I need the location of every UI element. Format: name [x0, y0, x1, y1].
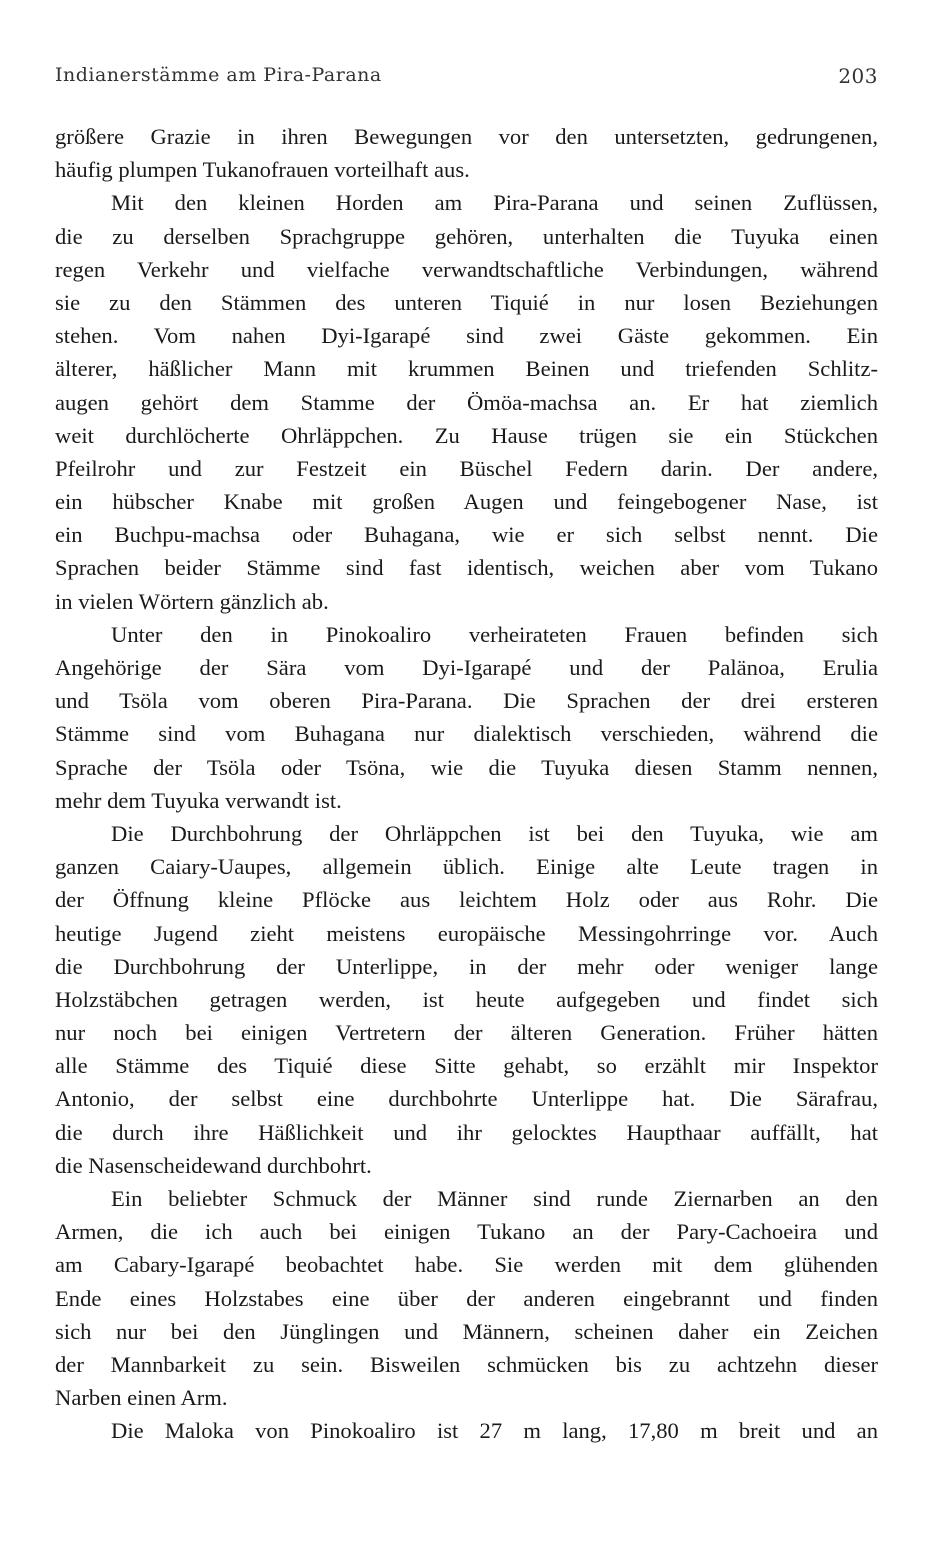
running-head	[55, 64, 878, 94]
text-line: weit durchlöcherte Ohrläppchen. Zu Hause trügen sie ein Stückchen	[55, 422, 878, 448]
text-line: Ende eines Holzstabes eine über der anderen eingebrannt und finden	[55, 1285, 878, 1311]
text-line: die zu derselben Sprachgruppe gehören, unterhalten die Tuyuka einen	[55, 223, 878, 249]
text-line: stehen. Vom nahen Dyi-Igarapé sind zwei Gäste gekommen. Ein	[55, 323, 878, 349]
text-line: am Cabary-Igarapé beobachtet habe. Sie werden mit dem glühenden	[55, 1252, 878, 1278]
text-line: ein hübscher Knabe mit großen Augen und feingebogener Nase, ist	[55, 489, 878, 515]
text-line: Mit den kleinen Horden am Pira-Parana und seinen Zuflüssen,	[111, 190, 878, 216]
text-line: die Durchbohrung der Unterlippe, in der mehr oder weniger lange	[55, 953, 878, 979]
text-line: sich nur bei den Jünglingen und Männern, scheinen daher ein Zeichen	[55, 1318, 878, 1344]
text-line: in vielen Wörtern gänzlich ab.	[55, 588, 329, 614]
text-line: Die Maloka von Pinokoaliro ist 27 m lang, 17,80 m breit und an	[111, 1418, 878, 1444]
text-line: alle Stämme des Tiquié diese Sitte gehabt, so erzählt mir Inspektor	[55, 1053, 878, 1079]
text-line: regen Verkehr und vielfache verwandtschaftliche Verbindungen, während	[55, 256, 878, 282]
text-line: die Nasenscheidewand durchbohrt.	[55, 1152, 372, 1178]
text-line: die durch ihre Häßlichkeit und ihr gelocktes Haupthaar auffällt, hat	[55, 1119, 878, 1145]
text-line: Unter den in Pinokoaliro verheirateten Frauen befinden sich	[111, 621, 878, 647]
text-line: Sprachen beider Stämme sind fast identisch, weichen aber vom Tukano	[55, 555, 878, 581]
text-line: heutige Jugend zieht meistens europäische Messingohrringe vor. Auch	[55, 920, 878, 946]
text-line: Narben einen Arm.	[55, 1385, 228, 1411]
text-line: Die Durchbohrung der Ohrläppchen ist bei den Tuyuka, wie am	[111, 820, 878, 846]
text-line: sie zu den Stämmen des unteren Tiquié in nur losen Beziehungen	[55, 289, 878, 315]
body-text	[55, 120, 878, 1448]
text-line: ein Buchpu-machsa oder Buhagana, wie er sich selbst nennt. Die	[55, 522, 878, 548]
text-line: größere Grazie in ihren Bewegungen vor den untersetzten, gedrungenen,	[55, 124, 878, 149]
text-line: älterer, häßlicher Mann mit krummen Beinen und triefenden Schlitz-	[55, 356, 878, 382]
text-line: Antonio, der selbst eine durchbohrte Unterlippe hat. Die Särafrau,	[55, 1086, 878, 1112]
running-head-title: Indianerstämme am Pira-Parana	[55, 64, 382, 86]
text-line: häufig plumpen Tukanofrauen vorteilhaft aus.	[55, 157, 470, 183]
text-line: ganzen Caiary-Uaupes, allgemein üblich. Einige alte Leute tragen in	[55, 854, 878, 880]
text-line: Pfeilrohr und zur Festzeit ein Büschel Federn darin. Der andere,	[55, 455, 878, 481]
text-line: und Tsöla vom oberen Pira-Parana. Die Sprachen der drei ersteren	[55, 688, 878, 714]
text-line: Angehörige der Sära vom Dyi-Igarapé und der Palänoa, Erulia	[55, 655, 878, 680]
text-line: augen gehört dem Stamme der Ömöa-machsa an. Er hat ziemlich	[55, 389, 878, 415]
text-line: Stämme sind vom Buhagana nur dialektisch verschieden, während die	[55, 721, 878, 747]
text-line: Holzstäbchen getragen werden, ist heute aufgegeben und findet sich	[55, 986, 878, 1012]
text-line: Armen, die ich auch bei einigen Tukano an der Pary-Cachoeira und	[55, 1219, 878, 1245]
page-number: 203	[838, 64, 878, 88]
text-line: der Öffnung kleine Pflöcke aus leichtem Holz oder aus Rohr. Die	[55, 887, 878, 913]
text-line: mehr dem Tuyuka verwandt ist.	[55, 787, 342, 813]
text-line: Ein beliebter Schmuck der Männer sind runde Ziernarben an den	[111, 1186, 878, 1211]
text-line: Sprache der Tsöla oder Tsöna, wie die Tuyuka diesen Stamm nennen,	[55, 754, 878, 780]
text-line: nur noch bei einigen Vertretern der älteren Generation. Früher hätten	[55, 1020, 878, 1046]
text-line: der Mannbarkeit zu sein. Bisweilen schmücken bis zu achtzehn dieser	[55, 1351, 878, 1377]
